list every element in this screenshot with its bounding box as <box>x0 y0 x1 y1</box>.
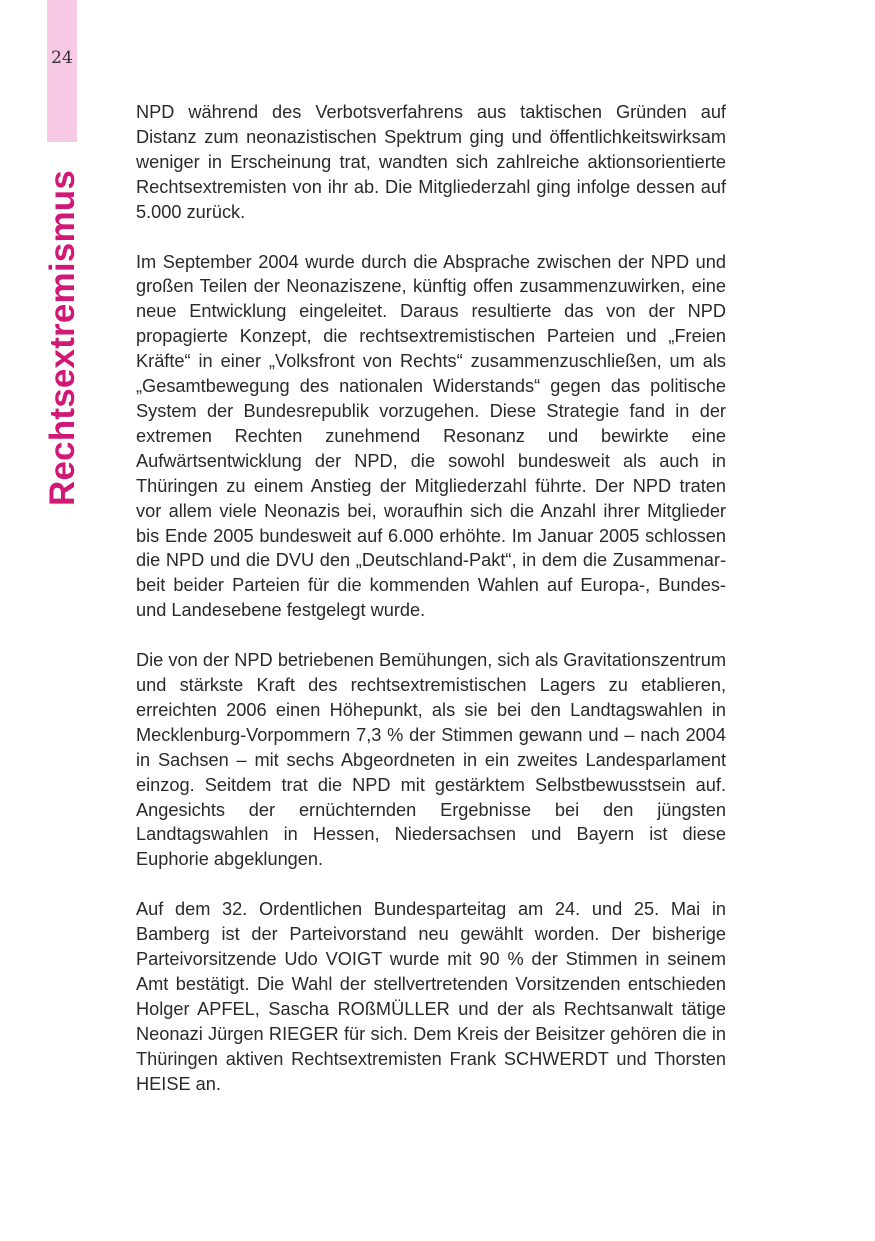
page-number: 24 <box>51 48 73 68</box>
paragraph-3: Die von der NPD betriebenen Bemühungen, sich als Gravitationszentrum und stärkste Kraft des rechtsextremistischen Lagers zu etablieren, erreichten 2006 einen Höhepunkt, als sie bei den Landtagswahlen in Mecklenburg-Vorpommern 7,3 % der Stimmen gewann und – nach 2004 in Sachsen – mit sechs Abgeordneten in ein zweites Landesparlament einzog. Seitdem trat die NPD mit gestärktem Selbstbewusstsein auf. Angesichts der ernüchternden Ergebnisse bei den jüngsten Landtagswahlen in Hessen, Niedersachsen und Bayern ist diese Euphorie abgeklungen. <box>136 650 726 870</box>
paragraph-2: Im September 2004 wurde durch die Absprache zwischen der NPD und großen Teilen der Neonaziszene, künftig offen zusammenzuwirken, eine neue Entwicklung eingeleitet. Daraus resultierte das von der NPD propagierte Konzept, die rechtsextremistischen Parteien und „Freien Kräfte“ in einer „Volksfront von Rechts“ zusammenzuschließen, um als „Gesamtbewegung des nationalen Widerstands“ gegen das politische System der Bundesrepublik vorzugehen. Diese Strategie fand in der extremen Rechten zunehmend Resonanz und bewirkte eine Aufwärtsentwicklung der NPD, die sowohl bundesweit als auch in Thüringen zu einem Anstieg der Mitgliederzahl führte. Der NPD traten vor allem viele Neonazis bei, woraufhin sich die Anzahl ihrer Mitglieder bis Ende 2005 bundesweit auf 6.000 erhöhte. Im Januar 2005 schlossen die NPD und die DVU den „Deutschland-Pakt“, in dem die Zusammenarbeit beider Parteien für die kommenden Wahlen auf Europa-, Bundes- und Landesebene festgelegt wurde. <box>136 251 726 621</box>
section-tab <box>47 0 77 142</box>
body-text <box>136 100 726 1122</box>
section-title: Rechtsextremismus <box>43 169 82 507</box>
paragraph-4: Auf dem 32. Ordentlichen Bundesparteitag am 24. und 25. Mai in Bamberg ist der Parteivorstand neu gewählt worden. Der bisherige Parteivorsitzende Udo VOIGT wurde mit 90 % der Stimmen in seinem Amt bestätigt. Die Wahl der stellvertretenden Vorsitzenden entschieden Holger APFEL, Sascha ROßMÜLLER und der als Rechtsanwalt tätige Neonazi Jürgen RIEGER für sich. Dem Kreis der Beisitzer gehören die in Thüringen aktiven Rechtsextremisten Frank SCHWERDT und Thorsten HEISE an. <box>136 899 726 1094</box>
paragraph-1: NPD während des Verbotsverfahrens aus taktischen Gründen auf Distanz zum neonazistischen Spektrum ging und öffentlichkeitswirksam weniger in Erscheinung trat, wandten sich zahlreiche aktionsorientierte Rechtsextremisten von ihr ab. Die Mitgliederzahl ging infolge dessen auf 5.000 zurück. <box>136 102 726 222</box>
